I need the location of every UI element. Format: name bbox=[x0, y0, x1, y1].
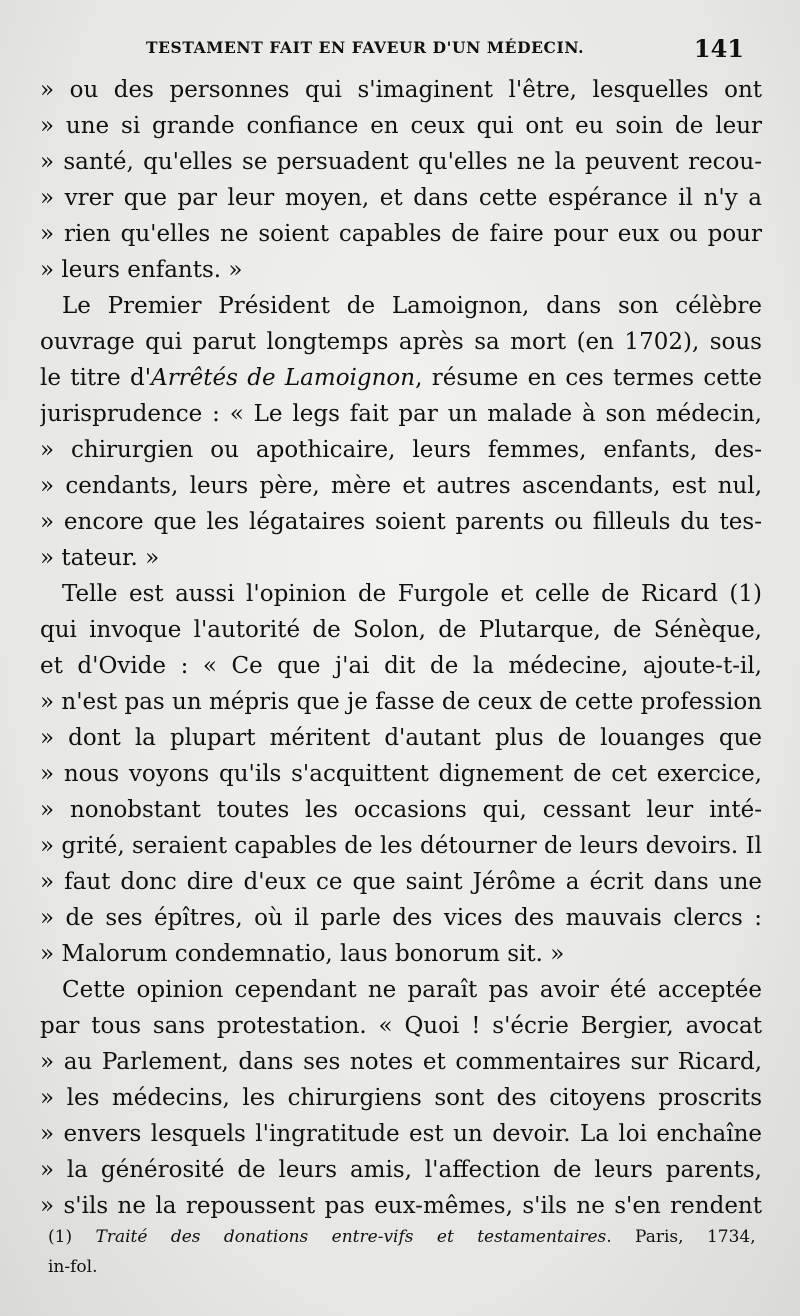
text-line bbox=[40, 288, 762, 324]
page-number: 141 bbox=[693, 34, 744, 63]
text-run: in-fol. bbox=[48, 1257, 98, 1277]
text-run: » tateur. » bbox=[40, 545, 160, 571]
text-line bbox=[40, 576, 762, 612]
text-run: Telle est aussi l'opinion de Furgole et celle de Ricard (1) bbox=[62, 581, 762, 607]
text-line bbox=[40, 216, 762, 252]
text-line bbox=[40, 828, 762, 864]
text-line bbox=[40, 936, 762, 972]
text-run: » faut donc dire d'eux ce que saint Jérôme a écrit dans une bbox=[40, 869, 762, 895]
text-run: » vrer que par leur moyen, et dans cette espérance il n'y a bbox=[40, 185, 762, 211]
footnote-line bbox=[48, 1252, 764, 1282]
text-run: » ou des personnes qui s'imaginent l'être, lesquelles ont bbox=[40, 77, 762, 103]
text-line bbox=[40, 756, 762, 792]
footnote-line bbox=[48, 1222, 764, 1252]
text-line bbox=[40, 504, 762, 540]
text-run: » chirurgien ou apothicaire, leurs femmes, enfants, des- bbox=[40, 437, 762, 463]
text-run: et d'Ovide : « Ce que j'ai dit de la médecine, ajoute-t-il, bbox=[40, 653, 762, 679]
text-run: » rien qu'elles ne soient capables de faire pour eux ou pour bbox=[40, 221, 762, 247]
text-line bbox=[40, 1008, 762, 1044]
text-run: Le Premier Président de Lamoignon, dans son célèbre bbox=[62, 293, 762, 319]
text-run: (1) bbox=[48, 1227, 96, 1247]
text-line bbox=[40, 972, 762, 1008]
text-run: » s'ils ne la repoussent pas eux-mêmes, s'ils ne s'en rendent bbox=[40, 1193, 762, 1219]
footnote bbox=[48, 1222, 764, 1282]
text-run: jurisprudence : « Le legs fait par un malade à son médecin, bbox=[40, 401, 762, 427]
text-line bbox=[40, 1044, 762, 1080]
text-line bbox=[40, 1116, 762, 1152]
text-run: » envers lesquels l'ingratitude est un devoir. La loi enchaîne bbox=[40, 1121, 762, 1147]
text-line bbox=[40, 180, 762, 216]
italic-text: Arrêtés de Lamoignon bbox=[151, 365, 416, 391]
text-run: le titre d' bbox=[40, 365, 152, 391]
text-line bbox=[40, 252, 762, 288]
text-run: » la générosité de leurs amis, l'affection de leurs parents, bbox=[40, 1157, 762, 1183]
text-line bbox=[40, 432, 762, 468]
text-run: . Paris, 1734, bbox=[606, 1227, 756, 1247]
text-run: qui invoque l'autorité de Solon, de Plutarque, de Sénèque, bbox=[40, 617, 762, 643]
text-run: » santé, qu'elles se persuadent qu'elles ne la peuvent recou- bbox=[40, 149, 762, 175]
text-line bbox=[40, 540, 762, 576]
text-line bbox=[40, 1188, 762, 1224]
text-run: » grité, seraient capables de les détourner de leurs devoirs. Il bbox=[40, 833, 762, 859]
text-run: » une si grande confiance en ceux qui ont eu soin de leur bbox=[40, 113, 762, 139]
text-line bbox=[40, 144, 762, 180]
running-head: TESTAMENT FAIT EN FAVEUR D'UN MÉDECIN. bbox=[146, 38, 585, 57]
text-line bbox=[40, 900, 762, 936]
text-run: » dont la plupart méritent d'autant plus de louanges que bbox=[40, 725, 762, 751]
text-line bbox=[40, 612, 762, 648]
text-run: » les médecins, les chirurgiens sont des citoyens proscrits bbox=[40, 1085, 762, 1111]
text-run: ouvrage qui parut longtemps après sa mort (en 1702), sous bbox=[40, 329, 762, 355]
text-line bbox=[40, 648, 762, 684]
italic-text: Traité des donations entre-vifs et testamentaires bbox=[95, 1227, 607, 1247]
text-run: » encore que les légataires soient parents ou filleuls du tes- bbox=[40, 509, 762, 535]
text-line bbox=[40, 1152, 762, 1188]
text-line bbox=[40, 792, 762, 828]
text-line bbox=[40, 1080, 762, 1116]
text-line bbox=[40, 72, 762, 108]
text-line bbox=[40, 324, 762, 360]
text-run: » cendants, leurs père, mère et autres ascendants, est nul, bbox=[40, 473, 762, 499]
text-line bbox=[40, 720, 762, 756]
text-run: » de ses épîtres, où il parle des vices des mauvais clercs : bbox=[40, 905, 762, 931]
text-line bbox=[40, 864, 762, 900]
text-line bbox=[40, 108, 762, 144]
text-run: » leurs enfants. » bbox=[40, 257, 243, 283]
text-line bbox=[40, 396, 762, 432]
text-run: » n'est pas un mépris que je fasse de ceux de cette profession bbox=[40, 689, 762, 715]
text-run: » nous voyons qu'ils s'acquittent dignement de cet exercice, bbox=[40, 761, 762, 787]
text-run: , résume en ces termes cette bbox=[415, 365, 762, 391]
text-run: » au Parlement, dans ses notes et commentaires sur Ricard, bbox=[40, 1049, 762, 1075]
body-text bbox=[40, 72, 762, 1224]
text-run: » Malorum condemnatio, laus bonorum sit. » bbox=[40, 941, 565, 967]
text-line bbox=[40, 684, 762, 720]
page-header bbox=[146, 36, 746, 66]
text-run: par tous sans protestation. « Quoi ! s'écrie Bergier, avocat bbox=[40, 1013, 762, 1039]
text-run: » nonobstant toutes les occasions qui, cessant leur inté- bbox=[40, 797, 762, 823]
text-run: Cette opinion cependant ne paraît pas avoir été acceptée bbox=[62, 977, 762, 1003]
text-line bbox=[40, 360, 762, 396]
text-line bbox=[40, 468, 762, 504]
